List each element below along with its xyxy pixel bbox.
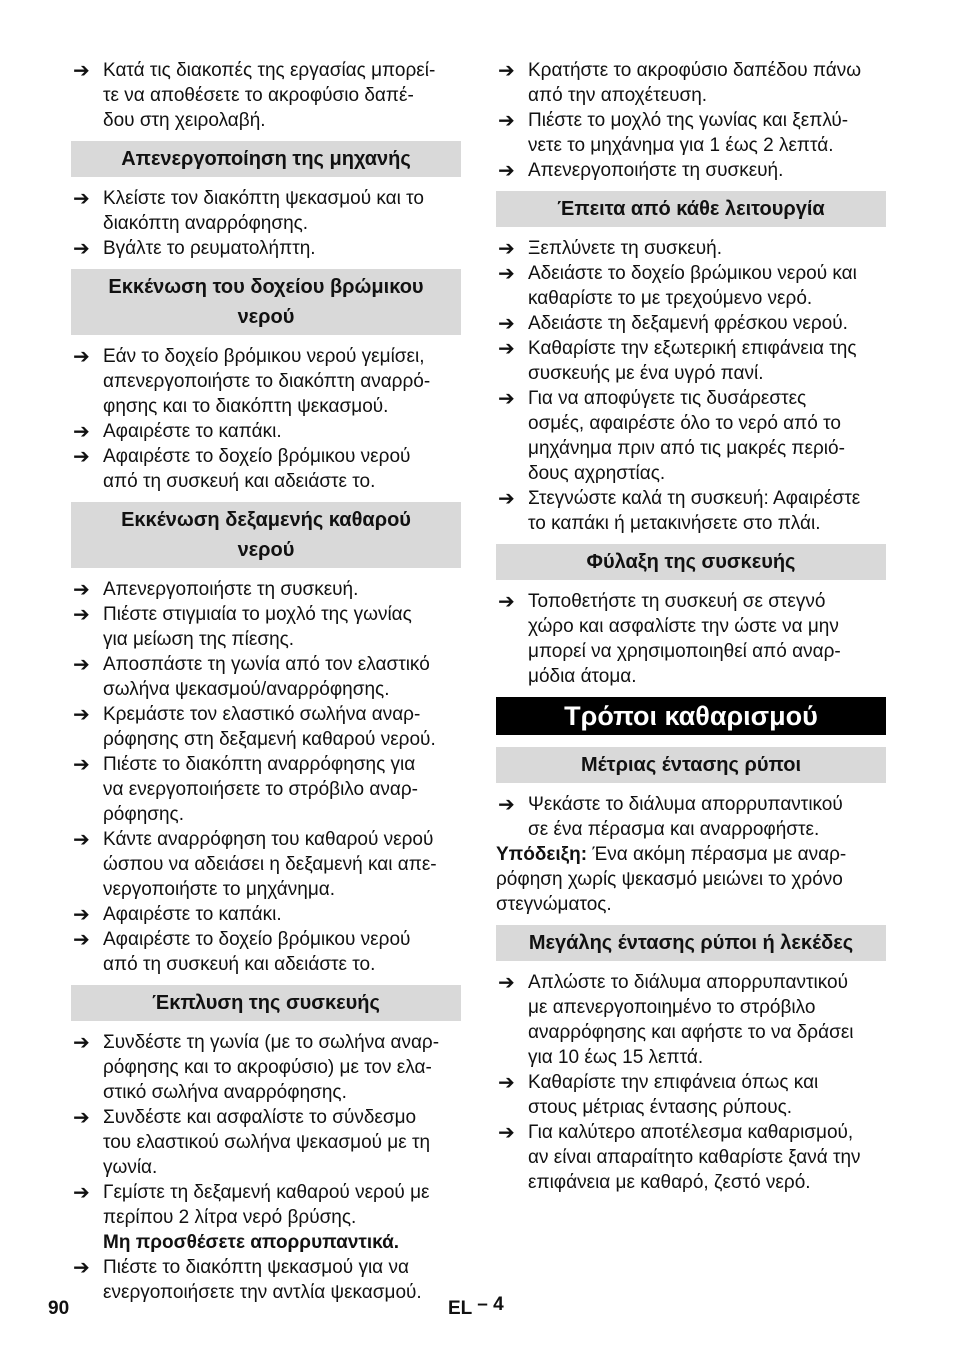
arrow-right-icon: ➔ [498,261,515,285]
instruction-text: Εάν το δοχείο βρόμικου νερού γεμίσει, απενεργοποιήστε το διακόπτη αναρρό- φησης και το διακόπτη ψεκασμού. [103,346,431,417]
arrow-right-icon: ➔ [73,1180,90,1204]
instruction-item [71,444,461,494]
instruction-text: Απλώστε το διάλυμα απορρυπαντικού με απενεργοποιημένο το στρόβιλο αναρρόφησης και αφήστε το να δράσει για 10 έως 15 λεπτά. [528,972,854,1068]
instruction-text: Κρατήστε το ακροφύσιο δαπέδου πάνω από την αποχέτευση. [528,60,862,106]
instruction-text: Πιέστε το διακόπτη ψεκασμού για να ενεργοποιήσετε την αντλία ψεκασμού. [103,1257,422,1303]
arrow-right-icon: ➔ [73,419,90,443]
language-code: EL [448,1298,472,1319]
instruction-text: Κρεμάστε τον ελαστικό σωλήνα αναρ- ρόφησης στη δεξαμενή καθαρού νερού. [103,704,436,750]
section-heading: Έπειτα από κάθε λειτουργία [496,191,886,227]
instruction-text: Συνδέστε τη γωνία (με το σωλήνα αναρ- ρόφησης και το ακροφύσιο) με τον ελα- στικό σωλήνα αναρρόφησης. [103,1032,440,1103]
arrow-right-icon: ➔ [498,589,515,613]
instruction-item [496,1070,886,1120]
instruction-text: Αδειάστε το δοχείο βρώμικου νερού και καθαρίστε το με τρεχούμενο νερό. [528,263,857,309]
arrow-right-icon: ➔ [498,58,515,82]
instruction-item [71,577,461,602]
arrow-right-icon: ➔ [73,577,90,601]
arrow-right-icon: ➔ [73,186,90,210]
arrow-right-icon: ➔ [73,602,90,626]
arrow-right-icon: ➔ [73,1255,90,1279]
instruction-text: Κλείστε τον διακόπτη ψεκασμού και το διακόπτη αναρρόφησης. [103,188,424,234]
arrow-right-icon: ➔ [73,927,90,951]
hint-paragraph: Υπόδειξη: Ένα ακόμη πέρασμα με αναρ- ρόφηση χωρίς ψεκασμό μειώνει το χρόνο στεγνώματος. [496,844,847,915]
instruction-item [496,58,886,108]
instruction-text: Κατά τις διακοπές της εργασίας μπορεί- τε να αποθέσετε το ακροφύσιο δαπέ- δου στη χειρολαβή. [103,60,436,131]
instruction-text: Για να αποφύγετε τις δυσάρεστες οσμές, αφαιρέστε όλο το νερό από το μηχάνημα πριν από τις μακρές περιό- δους αχρηστίας. [528,388,845,484]
arrow-right-icon: ➔ [498,792,515,816]
arrow-right-icon: ➔ [73,752,90,776]
arrow-right-icon: ➔ [498,1070,515,1094]
instruction-text: Στεγνώστε καλά τη συσκευή: Αφαιρέστε το καπάκι ή μετακινήσετε στο πλάι. [528,488,861,534]
instruction-text: Αφαιρέστε το δοχείο βρόμικου νερού από τη συσκευή και αδειάστε το. [103,929,411,975]
arrow-right-icon: ➔ [498,486,515,510]
arrow-right-icon: ➔ [498,311,515,335]
instruction-item [496,236,886,261]
instruction-item [71,344,461,419]
instruction-text: Αφαιρέστε το δοχείο βρόμικου νερού από τη συσκευή και αδειάστε το. [103,446,411,492]
instruction-item [71,419,461,444]
instruction-item [496,311,886,336]
arrow-right-icon: ➔ [73,236,90,260]
section-heading: Εκκένωση δεξαμενής καθαρού νερού [71,502,461,568]
instruction-text: Αποσπάστε τη γωνία από τον ελαστικό σωλήνα ψεκασμού/αναρρόφησης. [103,654,430,700]
instruction-item [71,1105,461,1180]
arrow-right-icon: ➔ [73,1030,90,1054]
instruction-item [496,970,886,1070]
instruction-text: Πιέστε το διακόπτη αναρρόφησης για να ενεργοποιήσετε το στρόβιλο αναρ- ρόφησης. [103,754,418,825]
arrow-right-icon: ➔ [498,1120,515,1144]
warning-note: Μη προσθέσετε απορρυπαντικά. [103,1232,400,1253]
instruction-item [496,1120,886,1195]
instruction-item [71,827,461,902]
arrow-right-icon: ➔ [73,902,90,926]
arrow-right-icon: ➔ [498,158,515,182]
instruction-text: Συνδέστε και ασφαλίστε το σύνδεσμο του ελαστικού σωλήνα ψεκασμού με τη γωνία. [103,1107,431,1178]
instruction-text: Πιέστε το μοχλό της γωνίας και ξεπλύ- νετε το μηχάνημα για 1 έως 2 λεπτά. [528,110,849,156]
instruction-item [71,702,461,752]
instruction-text: Κάντε αναρρόφηση του καθαρού νερού ώσπου να αδειάσει η δεξαμενή και απε- νεργοποιήστε το μηχάνημα. [103,829,437,900]
instruction-item [71,902,461,927]
left-column [71,58,461,1305]
chapter-heading: Τρόποι καθαρισμού [496,697,886,735]
instruction-item [71,602,461,652]
instruction-item [496,486,886,536]
instruction-text: Απενεργοποιήστε τη συσκευή. [103,579,359,600]
instruction-item [496,158,886,183]
arrow-right-icon: ➔ [498,386,515,410]
instruction-text: Ξεπλύνετε τη συσκευή. [528,238,722,259]
section-heading: Φύλαξη της συσκευής [496,544,886,580]
right-column [496,58,886,1195]
arrow-right-icon: ➔ [73,58,90,82]
instruction-text: Αφαιρέστε το καπάκι. [103,421,282,442]
section-heading: Έκπλυση της συσκευής [71,985,461,1021]
instruction-item [71,58,461,133]
arrow-right-icon: ➔ [73,344,90,368]
instruction-item [496,108,886,158]
arrow-right-icon: ➔ [498,236,515,260]
instruction-text: Τοποθετήστε τη συσκευή σε στεγνό χώρο και ασφαλίστε την ώστε να μην μπορεί να χρησιμοποιηθεί από αναρ- μόδια άτομα. [528,591,841,687]
instruction-item [71,1030,461,1105]
instruction-text: Καθαρίστε την εξωτερική επιφάνεια της συσκευής με ένα υγρό πανί. [528,338,857,384]
arrow-right-icon: ➔ [73,702,90,726]
instruction-item [71,236,461,261]
page-language-label [448,1294,504,1320]
arrow-right-icon: ➔ [498,108,515,132]
instruction-text: Ψεκάστε το διάλυμα απορρυπαντικού σε ένα πέρασμα και αναρροφήστε. [528,794,843,840]
instruction-item [71,752,461,827]
instruction-item [496,589,886,689]
instruction-text: Βγάλτε το ρευματολήπτη. [103,238,316,259]
instruction-item [496,336,886,386]
instruction-item [71,186,461,236]
instruction-text: Πιέστε στιγμιαία το μοχλό της γωνίας για μείωση της πίεσης. [103,604,412,650]
instruction-item [496,792,886,842]
arrow-right-icon: ➔ [73,444,90,468]
instruction-text: Καθαρίστε την επιφάνεια όπως και στους μέτριας έντασης ρύπους. [528,1072,819,1118]
instruction-text: Αδειάστε τη δεξαμενή φρέσκου νερού. [528,313,848,334]
section-heading: Μεγάλης έντασης ρύποι ή λεκέδες [496,925,886,961]
section-number: – 4 [477,1294,504,1315]
page-number: 90 [48,1298,70,1319]
instruction-item [71,1180,461,1230]
arrow-right-icon: ➔ [498,970,515,994]
arrow-right-icon: ➔ [73,827,90,851]
instruction-item [71,1255,461,1305]
instruction-text: Απενεργοποιήστε τη συσκευή. [528,160,784,181]
instruction-item [71,927,461,977]
instruction-item [496,261,886,311]
section-heading: Εκκένωση του δοχείου βρώμικου νερού [71,269,461,335]
arrow-right-icon: ➔ [498,336,515,360]
instruction-text: Για καλύτερο αποτέλεσμα καθαρισμού, αν είναι απαραίτητο καθαρίστε ξανά την επιφάνεια με καθαρό, ζεστό νερό. [528,1122,861,1193]
instruction-item [496,386,886,486]
instruction-text: Αφαιρέστε το καπάκι. [103,904,282,925]
instruction-item [71,652,461,702]
arrow-right-icon: ➔ [73,1105,90,1129]
arrow-right-icon: ➔ [73,652,90,676]
instruction-text: Γεμίστε τη δεξαμενή καθαρού νερού με περίπου 2 λίτρα νερό βρύσης. [103,1182,430,1228]
section-heading: Μέτριας έντασης ρύποι [496,747,886,783]
hint-label: Υπόδειξη: [496,844,588,865]
section-heading: Απενεργοποίηση της μηχανής [71,141,461,177]
